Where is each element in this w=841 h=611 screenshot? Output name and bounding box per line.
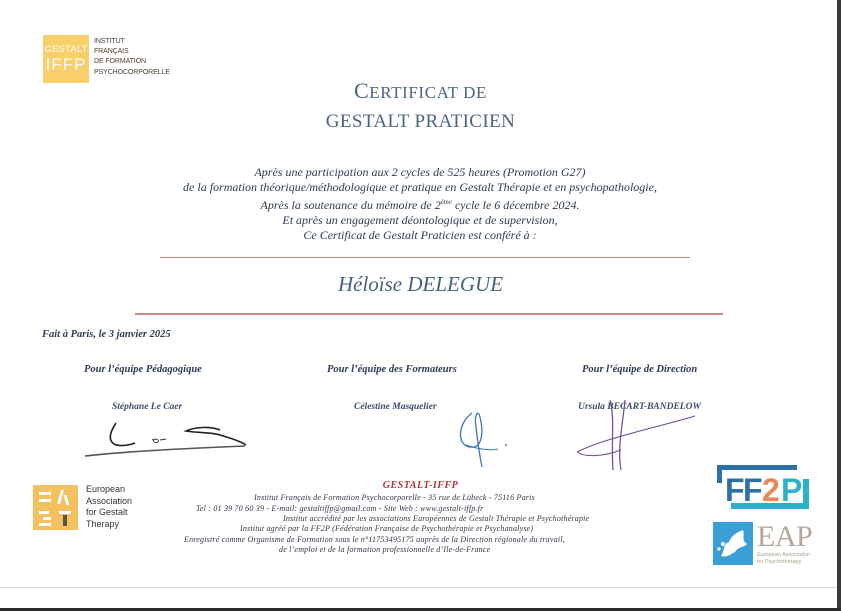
eagt-name-line: Association [86,495,133,506]
team-label-formateurs: Pour l’équipe des Formateurs [327,364,457,375]
intro-superscript: ème [440,198,452,206]
footer-registration: Enregistré comme Organisme de Formation sous le n°11753495175 auprès de la Direction régionale du travail, [184,535,565,544]
institute-name-line: FRANÇAIS [94,48,129,56]
title-initial: C [353,78,370,103]
footer-ff2p-approval: Institut agréé par la FF2P (Fédération Française de Psychothérapie et Psychanalyse) [240,524,534,533]
signature-1-icon [80,418,255,460]
footer-accreditation: Institut accrédité par les associations Européennes de Gestalt Thérapie et Psychothérapie [283,514,590,523]
scan-shadow-line [0,587,837,588]
intro-line: de la formation théorique/méthodologique et pratique en Gestalt Thérapie et en psychopathologie, [183,180,657,194]
signature-2-icon [450,405,510,470]
signer-name-1: Stéphane Le Caer [112,402,183,412]
team-label-pedagogique: Pour l’équipe Pédagogique [84,364,202,375]
scan-edge-right [837,0,841,611]
signature-3-icon [575,398,715,473]
svg-text:F: F [743,472,760,508]
eap-acronym: EAP [757,520,813,553]
svg-text:F: F [725,472,742,508]
intro-line: Après une participation aux 2 cycles de 525 heures (Promotion G27) [254,165,586,179]
eagt-name-line: European [86,484,126,494]
institute-name-line: INSTITUT [94,38,125,45]
intro-line: Ce Certificat de Gestalt Praticien est conféré à : [303,228,537,242]
svg-text:2: 2 [762,472,777,508]
logo-mark-gestalt: GESTALT [44,43,88,55]
eagt-logo [33,484,132,530]
signer-name-3: Ursula BECART-BANDELOW [578,402,701,412]
eap-name-line: for Psychotherapy [757,558,802,565]
certificate-title-line1 [0,78,841,104]
logo-mark-iffp: IFFP [45,55,87,75]
institute-name-line: DE FORMATION [94,58,146,66]
team-label-direction: Pour l’équipe de Direction [582,364,698,375]
eagt-name-line: Therapy [86,518,120,529]
footer-registration-cont: de l’emploi et de la formation professionnelle d’Ile-de-France [279,545,491,554]
footer-contact: Tel : 01 39 70 60 39 - E-mail: gestaltiffp@gmail.com - Site Web : www.gestalt-iffp.fr [196,504,484,513]
footer-organisation: GESTALT-IFFP [382,480,459,491]
intro-line [120,195,720,213]
intro-text: cycle le 6 décembre 2024. [451,198,580,212]
divider-bottom [135,313,723,315]
europe-map-icon [713,522,753,565]
ff2p-logo [717,465,809,509]
intro-line: Et après un engagement déontologique et de supervision, [282,213,558,227]
eagt-logo-mark [33,485,78,530]
certificate-title-line2: GESTALT PRATICIEN [325,111,516,132]
place-and-date: Fait à Paris, le 3 janvier 2025 [42,329,171,340]
eagt-name [86,484,132,530]
intro-text: Après la soutenance du mémoire de 2 [260,198,441,212]
institute-name-line: PSYCHOCORPORELLE [94,68,170,76]
institute-name [94,37,170,78]
eap-logo [713,522,812,565]
gestalt-iffp-logo [43,35,170,83]
footer-address: Institut Français de Formation Psychocorporelle - 35 rue de Lübeck - 75116 Paris [254,493,535,502]
gestalt-iffp-logo-mark [43,35,89,83]
svg-text:P: P [781,472,800,508]
eap-name-line: European Association [757,552,811,558]
recipient-name: Héloïse DELEGUE [337,272,504,296]
eagt-name-line: for Gestalt [86,507,128,517]
divider-top [160,257,690,258]
title-rest: ERTIFICAT DE [369,83,488,102]
signer-name-2: Célestine Masquelier [354,402,437,412]
certificate-intro [120,165,720,243]
